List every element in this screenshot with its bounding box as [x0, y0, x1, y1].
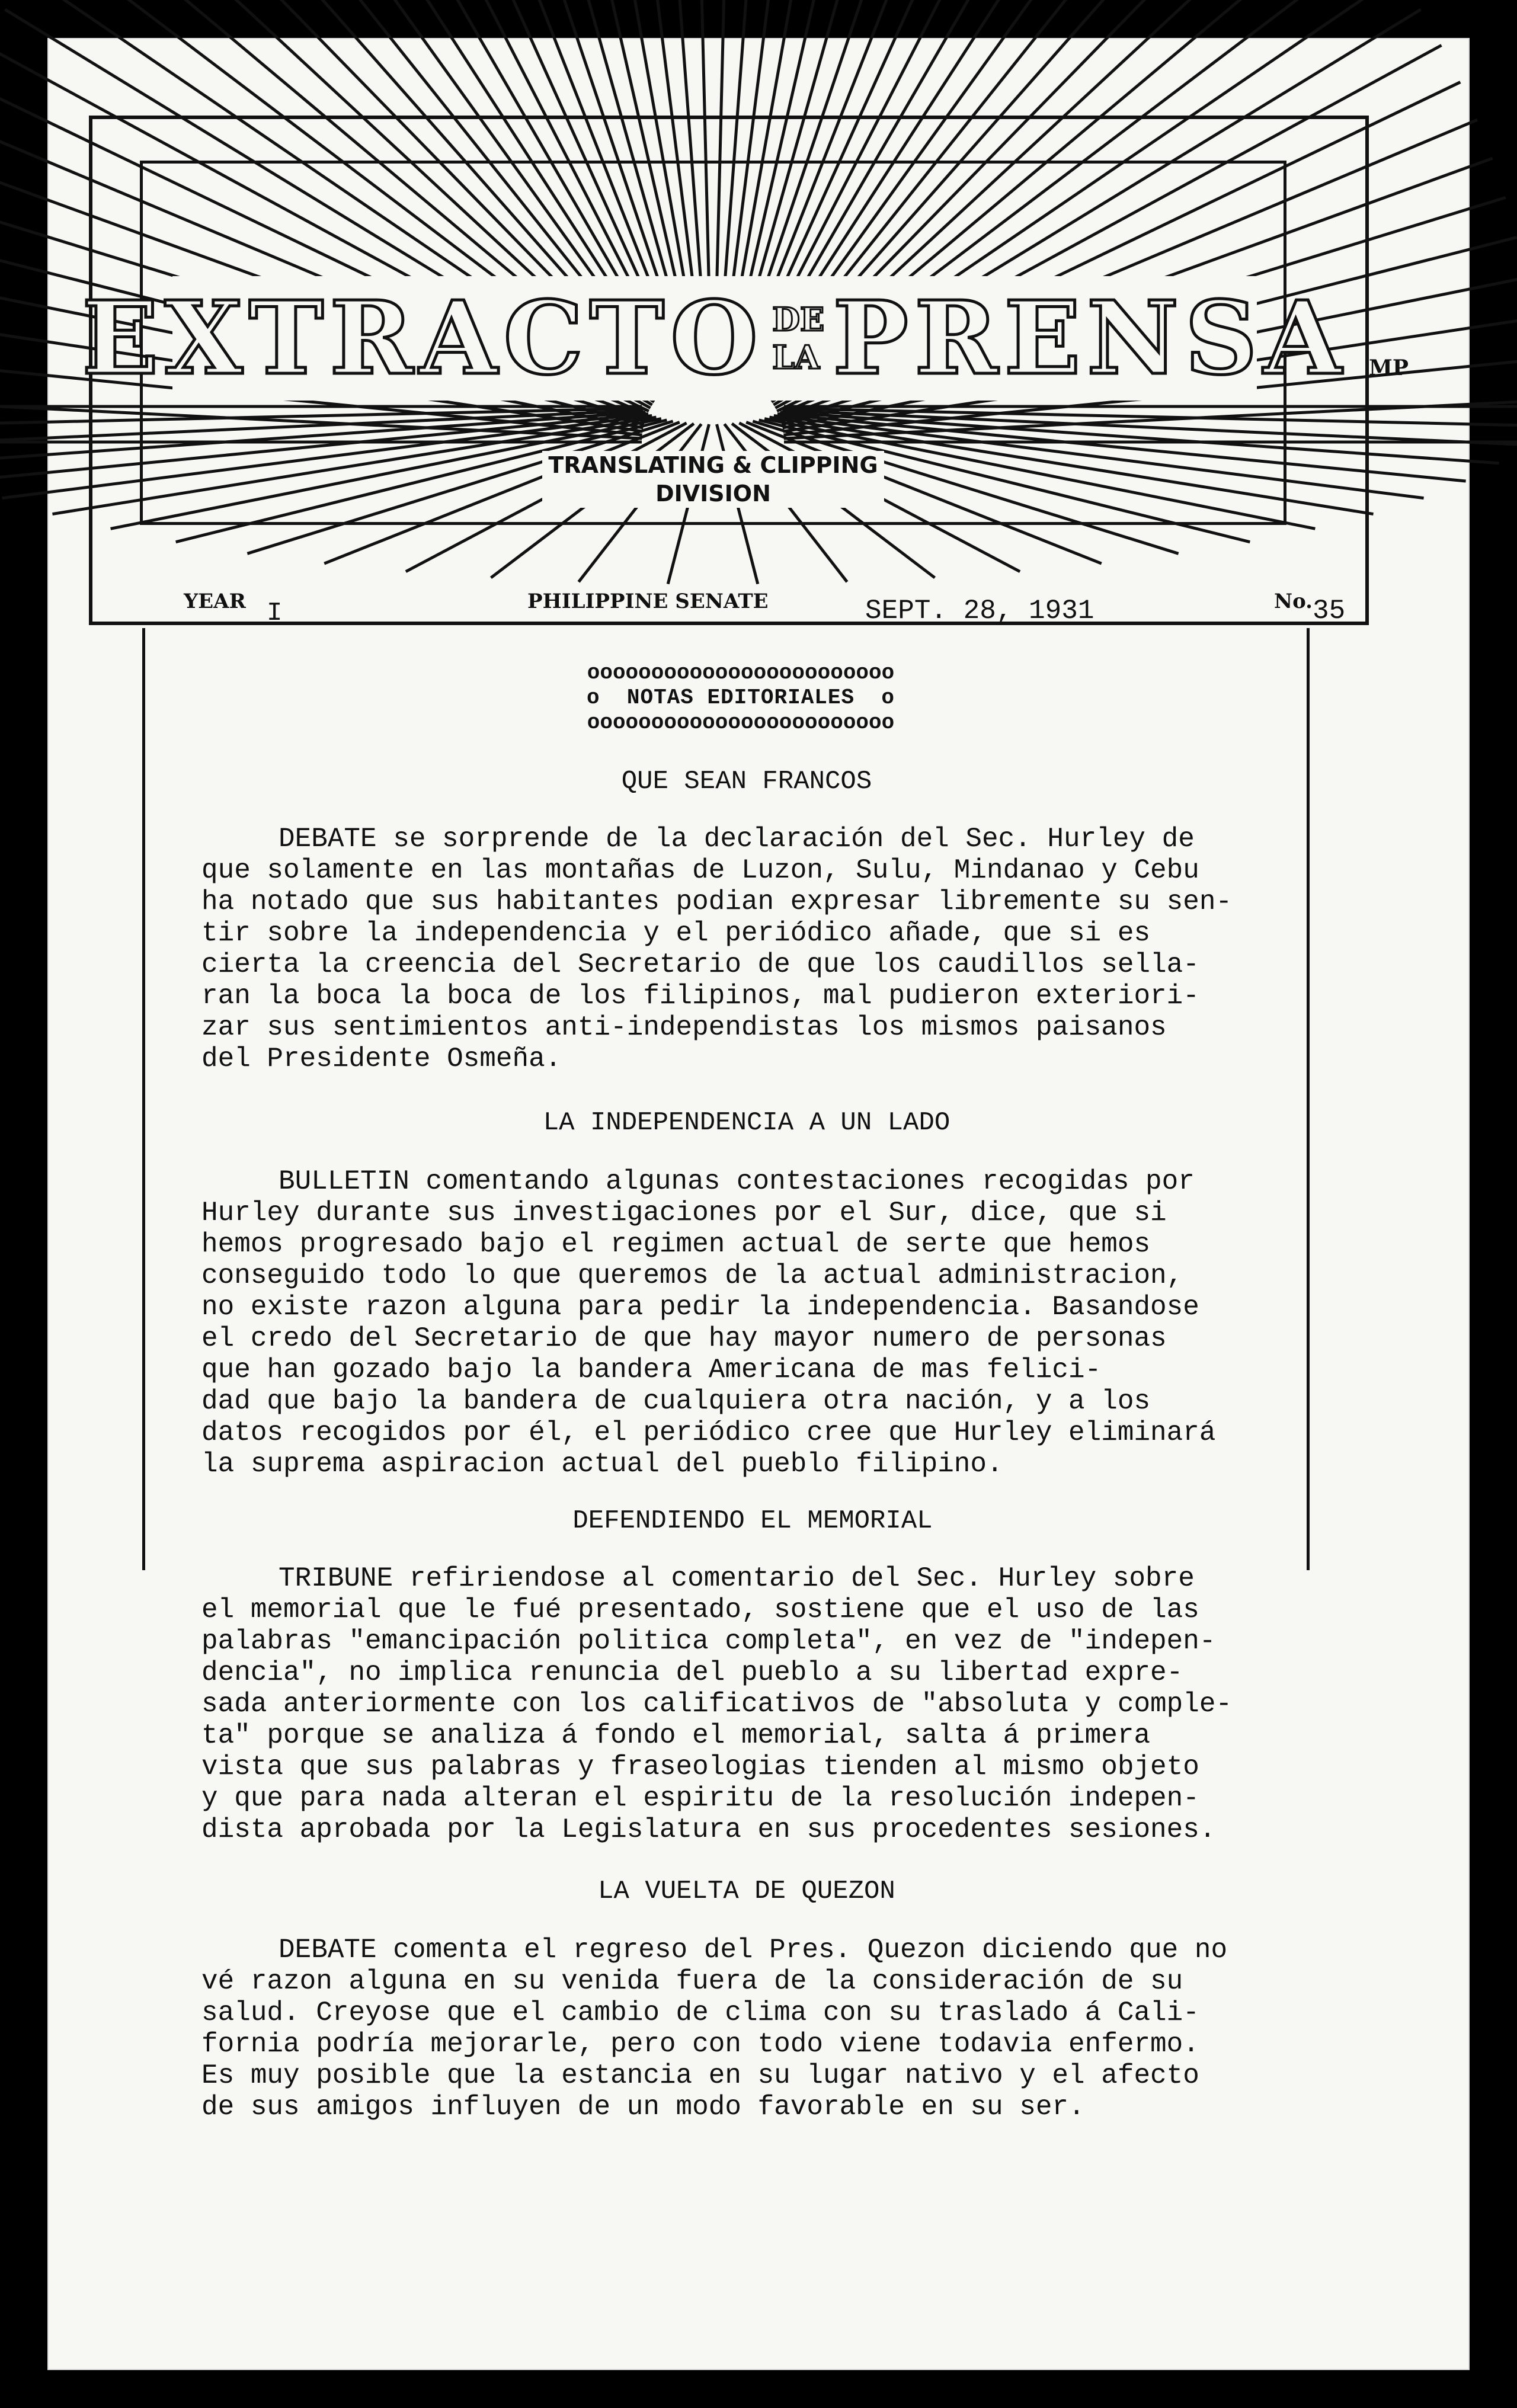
- body-line: salud. Creyose que el cambio de clima con su traslado á Cali-: [201, 1997, 1199, 2028]
- article-heading: DEFENDIENDO EL MEMORIAL: [572, 1506, 933, 1536]
- section-banner: [545, 661, 936, 735]
- body-line: conseguido todo lo que queremos de la actual administracion,: [201, 1260, 1183, 1291]
- body-line: la suprema aspiracion actual del pueblo filipino.: [201, 1449, 1003, 1480]
- year-value: I: [267, 598, 283, 628]
- body-line: BULLETIN comentando algunas contestaciones recogidas por: [279, 1166, 1195, 1197]
- body-line: dista aprobada por la Legislatura en sus procedentes sesiones.: [201, 1814, 1216, 1845]
- body-line: TRIBUNE refiriendose al comentario del Sec. Hurley sobre: [279, 1563, 1195, 1594]
- body-line: Hurley durante sus investigaciones por el Sur, dice, que si: [201, 1197, 1167, 1228]
- masthead: [82, 116, 1369, 625]
- division-text: TRANSLATING & CLIPPING DIVISION: [542, 451, 884, 508]
- banner-dots-top: oooooooooooooooooooooooo: [587, 661, 895, 685]
- body-line: datos recogidos por él, el periódico cree que Hurley eliminará: [201, 1417, 1216, 1448]
- issue-number: 35: [1313, 595, 1346, 626]
- body-line: dad que bajo la bandera de cualquiera otra nación, y a los: [201, 1386, 1151, 1417]
- body-line: zar sus sentimientos anti-independistas los mismos paisanos: [201, 1012, 1167, 1043]
- body-line: ran la boca la boca de los filipinos, mal pudieron exteriori-: [201, 981, 1199, 1011]
- banner-dots-bottom: oooooooooooooooooooooooo: [587, 710, 895, 735]
- body-line: palabras "emancipación politica completa", en vez de "indepen-: [201, 1626, 1216, 1657]
- body-line: que solamente en las montañas de Luzon, Sulu, Mindanao y Cebu: [201, 855, 1199, 886]
- publisher-label: PHILIPPINE SENATE: [527, 590, 769, 613]
- article-body: [201, 1166, 1363, 1480]
- masthead-banner: [82, 161, 1348, 525]
- body-line: dencia", no implica renuncia del pueblo a su libertad expre-: [201, 1657, 1183, 1688]
- body-line: vista que sus palabras y fraseologias tienden al mismo objeto: [201, 1751, 1199, 1782]
- section-title: o NOTAS EDITORIALES o: [587, 686, 895, 710]
- body-line: ha notado que sus habitantes podian expresar libremente su sen-: [201, 886, 1233, 917]
- year-label: YEAR: [184, 590, 246, 613]
- body-line: el memorial que le fué presentado, sostiene que el uso de las: [201, 1594, 1199, 1625]
- body-line: vé razon alguna en su venida fuera de la consideración de su: [201, 1966, 1183, 1997]
- body-line: Es muy posible que la estancia en su lugar nativo y el afecto: [201, 2060, 1199, 2091]
- title-prensa: PRENSA: [833, 279, 1348, 398]
- body-line: que han gozado bajo la bandera Americana de mas felici-: [201, 1354, 1102, 1385]
- body-line: DEBATE se sorprende de la declaración del Sec. Hurley de: [279, 824, 1195, 854]
- body-line: cierta la creencia del Secretario de que los caudillos sella-: [201, 949, 1199, 980]
- issue-meta-row: [89, 587, 1369, 628]
- body-line: fornia podría mejorarle, pero con todo viene todavia enfermo.: [201, 2029, 1199, 2060]
- body-line: DEBATE comenta el regreso del Pres. Quezon diciendo que no: [279, 1935, 1228, 1965]
- number-label: No.: [1274, 590, 1313, 613]
- title-de-la: DE LA: [772, 300, 825, 376]
- body-line: el credo del Secretario de que hay mayor numero de personas: [201, 1323, 1167, 1354]
- title-extracto: EXTRACTO: [82, 279, 764, 398]
- article-heading: QUE SEAN FRANCOS: [621, 767, 872, 796]
- mp-mark: MP: [1369, 356, 1409, 380]
- division-label: [143, 451, 1284, 508]
- body-line: de sus amigos influyen de un modo favorable en su ser.: [201, 2092, 1085, 2122]
- article-heading: LA INDEPENDENCIA A UN LADO: [543, 1108, 950, 1138]
- body-line: ta" porque se analiza á fondo el memorial, salta á primera: [201, 1720, 1151, 1751]
- article-body: [201, 1563, 1363, 1846]
- body-line: y que para nada alteran el espiritu de la resolución indepen-: [201, 1783, 1199, 1814]
- article-body: [201, 1935, 1363, 2123]
- body-line: tir sobre la independencia y el periódico añade, que si es: [201, 918, 1151, 949]
- issue-date: SEPT. 28, 1931: [865, 595, 1094, 626]
- body-line: hemos progresado bajo el regimen actual de serte que hemos: [201, 1229, 1151, 1260]
- masthead-title: [82, 276, 1348, 401]
- body-line: del Presidente Osmeña.: [201, 1043, 562, 1074]
- article-body: [201, 824, 1363, 1075]
- body-line: no existe razon alguna para pedir la independencia. Basandose: [201, 1292, 1199, 1323]
- article-heading: LA VUELTA DE QUEZON: [598, 1877, 895, 1906]
- body-line: sada anteriormente con los calificativos de "absoluta y comple-: [201, 1689, 1233, 1719]
